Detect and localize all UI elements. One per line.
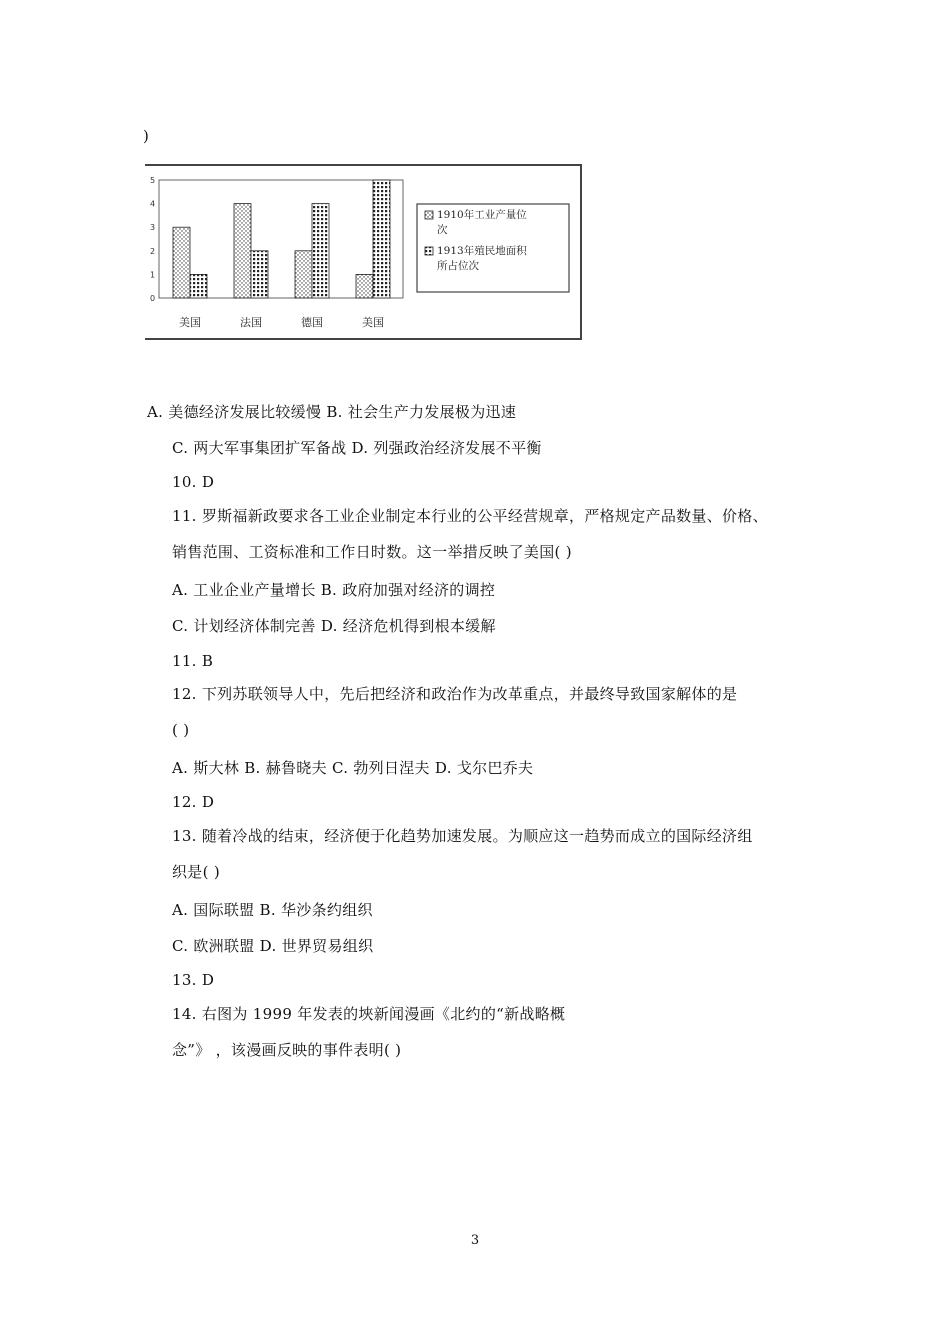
text-line: 12. D — [172, 793, 215, 811]
text-line: 13. 随着冷战的结束，经济便于化趋势加速发展。为顺应这一趋势而成立的国际经济组 — [172, 827, 753, 845]
legend-label: 1910年工业产量位 — [437, 209, 527, 221]
x-category-label: 法国 — [240, 316, 262, 329]
bar — [373, 180, 390, 298]
y-tick-label: 4 — [150, 199, 156, 209]
legend-label: 次 — [437, 224, 448, 236]
bar-chart — [145, 166, 582, 342]
bar — [312, 204, 329, 298]
text-line: C. 欧洲联盟 D. 世界贸易组织 — [172, 937, 374, 955]
text-line: 11. B — [172, 652, 214, 670]
bar — [234, 204, 251, 298]
bar — [173, 227, 190, 298]
bar — [295, 251, 312, 298]
text-line: 10. D — [172, 473, 215, 491]
y-tick-label: 2 — [150, 246, 156, 256]
bar — [356, 274, 373, 298]
bar-chart-figure — [145, 164, 582, 340]
legend-label: 1913年殖民地面积 — [437, 245, 527, 257]
text-line: 11. 罗斯福新政要求各工业企业制定本行业的公平经营规章，严格规定产品数量、价格、 — [172, 507, 768, 525]
text-line: 织是( ) — [172, 863, 220, 881]
text-line: 销售范围、工资标准和工作日时数。这一举措反映了美国( ) — [172, 543, 572, 561]
x-category-label: 美国 — [362, 316, 384, 329]
y-tick-label: 5 — [150, 176, 156, 185]
bar — [251, 251, 268, 298]
y-tick-label: 0 — [150, 294, 156, 303]
text-line: A. 工业企业产量增长 B. 政府加强对经济的调控 — [172, 581, 496, 599]
x-category-label: 德国 — [301, 316, 323, 329]
text-line: 13. D — [172, 971, 215, 989]
legend-label: 所占位次 — [437, 260, 479, 272]
text-line: A. 国际联盟 B. 华沙条约组织 — [172, 901, 373, 919]
y-tick-label: 3 — [150, 223, 156, 233]
legend-swatch — [425, 247, 433, 255]
legend-swatch — [425, 211, 433, 219]
text-line: 念”》 ，该漫画反映的事件表明( ) — [172, 1041, 402, 1059]
text-line: A. 斯大林 B. 赫鲁晓夫 C. 勃列日涅夫 D. 戈尔巴乔夫 — [172, 759, 534, 777]
stray-paren: ) — [143, 127, 150, 145]
text-line: C. 计划经济体制完善 D. 经济危机得到根本缓解 — [172, 617, 496, 635]
text-line: A. 美德经济发展比较缓慢 B. 社会生产力发展极为迅速 — [147, 403, 517, 421]
page-number: 3 — [470, 1233, 480, 1248]
text-line: 12. 下列苏联领导人中，先后把经济和政治作为改革重点，并最终导致国家解体的是 — [172, 685, 738, 703]
y-tick-label: 1 — [150, 270, 156, 280]
text-line: 14. 右图为 1999 年发表的埉新闻漫画《北约的“新战略概 — [172, 1005, 566, 1023]
bar — [190, 274, 207, 298]
text-line: ( ) — [172, 721, 190, 739]
text-line: C. 两大军事集团扩军备战 D. 列强政治经济发展不平衡 — [172, 439, 542, 457]
x-category-label: 美国 — [179, 316, 201, 329]
